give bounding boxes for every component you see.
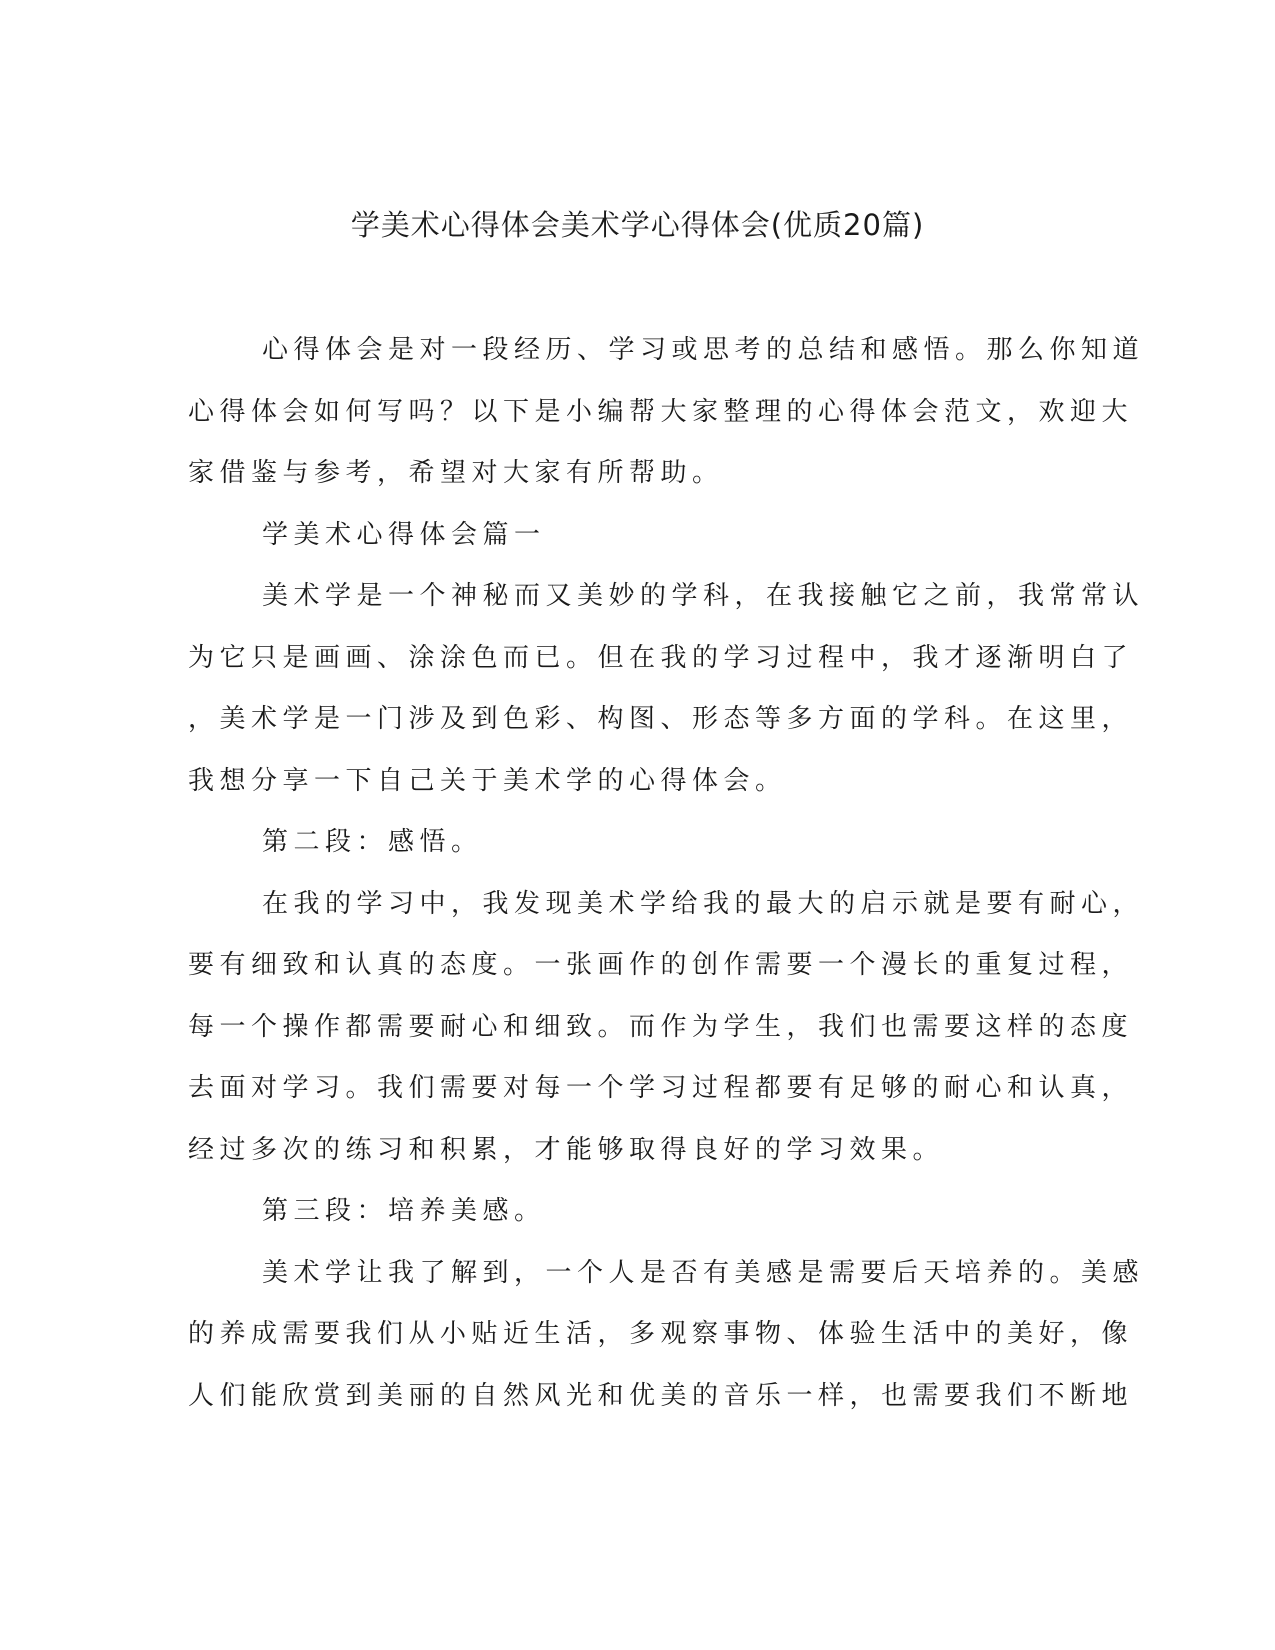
section-heading: 学美术心得体会篇一 [262, 519, 546, 550]
paragraph-line: ，美术学是一门涉及到色彩、构图、形态等多方面的学科。在这里， [188, 704, 1134, 734]
paragraph-line: 每一个操作都需要耐心和细致。而作为学生，我们也需要这样的态度 [188, 1011, 1134, 1042]
section-heading: 第三段：培养美感。 [262, 1196, 546, 1226]
paragraph-line: 在我的学习中，我发现美术学给我的最大的启示就是要有耐心， [262, 888, 1145, 919]
document-body [188, 330, 1145, 1437]
paragraph-line: 美术学是一个神秘而又美妙的学科，在我接触它之前，我常常认 [262, 581, 1145, 611]
paragraph-line: 心得体会是对一段经历、学习或思考的总结和感悟。那么你知道 [262, 335, 1145, 365]
paragraph-line: 美术学让我了解到，一个人是否有美感是需要后天培养的。美感 [262, 1257, 1145, 1288]
paragraph-line: 人们能欣赏到美丽的自然风光和优美的音乐一样，也需要我们不断地 [188, 1380, 1134, 1411]
paragraph-line: 的养成需要我们从小贴近生活，多观察事物、体验生活中的美好，像 [188, 1319, 1134, 1349]
section-heading: 第二段：感悟。 [262, 827, 483, 857]
paragraph-line: 去面对学习。我们需要对每一个学习过程都要有足够的耐心和认真， [188, 1073, 1134, 1103]
paragraph-line: 经过多次的练习和积累，才能够取得良好的学习效果。 [188, 1134, 945, 1165]
document-title: 学美术心得体会美术学心得体会(优质20篇) [350, 208, 925, 242]
paragraph-line: 我想分享一下自己关于美术学的心得体会。 [188, 765, 787, 796]
paragraph-line: 为它只是画画、涂涂色而已。但在我的学习过程中，我才逐渐明白了 [188, 642, 1134, 673]
paragraph-line: 要有细致和认真的态度。一张画作的创作需要一个漫长的重复过程， [188, 950, 1134, 980]
paragraph-line: 家借鉴与参考，希望对大家有所帮助。 [188, 458, 724, 488]
paragraph-line: 心得体会如何写吗？以下是小编帮大家整理的心得体会范文，欢迎大 [188, 396, 1134, 427]
